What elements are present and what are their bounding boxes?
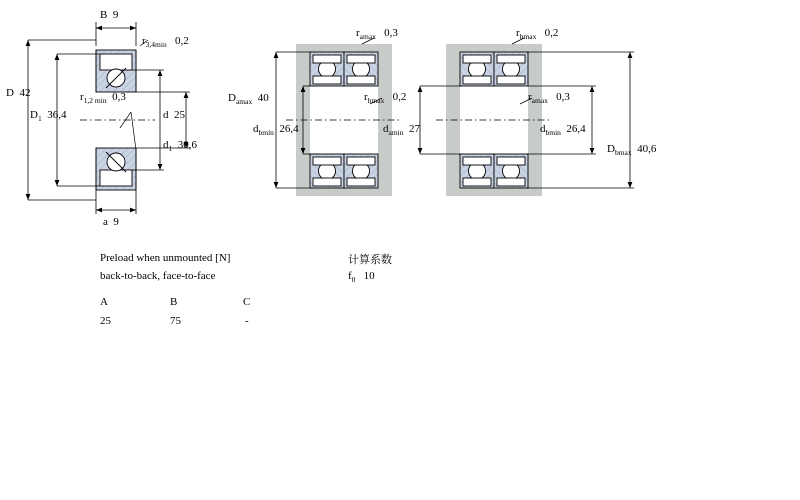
label-dbmin-right: $d_{bmin}$ 26,4 (540, 123, 586, 138)
table-header-C: C (243, 296, 251, 308)
preload-title: Preload when unmounted [N] (100, 252, 231, 264)
table-value-C: - (245, 315, 249, 327)
preload-subtitle: back-to-back, face-to-face (100, 270, 216, 282)
label-d: d 25 (163, 109, 185, 121)
label-Dbmax: $D_{bmax}$ 40,6 (607, 143, 657, 158)
label-ramax-middle: $r_{amax}$ 0,3 (356, 27, 398, 42)
label-D1: $D_1$ 36,4 (30, 109, 67, 124)
table-value-B: 75 (170, 315, 181, 327)
table-value-A: 25 (100, 315, 111, 327)
label-B: B 9 (100, 9, 119, 21)
label-dbmin-middle: $d_{bmin}$ 26,4 (253, 123, 299, 138)
left-bearing-section (80, 50, 155, 190)
table-header-B: B (170, 296, 178, 308)
label-a: a 9 (103, 216, 119, 228)
label-Damax: $D_{amax}$ 40 (228, 92, 269, 107)
label-damin: $d_{amin}$ 27 (383, 123, 420, 138)
label-rbmax-right: $r_{bmax}$ 0,2 (516, 27, 559, 42)
f0-factor: $f_0$ 10 (348, 270, 375, 285)
label-d1: $d_1$ 30,6 (163, 139, 197, 154)
right-arrangement (436, 44, 552, 196)
label-r12min: $r_{1,2 min}$ 0,3 (80, 91, 126, 106)
label-r34min: $r_{3,4min}$ 0,2 (142, 35, 189, 50)
label-rbmax-middle: $r_{bmax}$ 0,2 (364, 91, 407, 106)
label-D: D 42 (6, 87, 31, 99)
calc-factor-title: 计算系数 (348, 253, 392, 266)
table-header-A: A (100, 296, 108, 308)
label-ramax-right: $r_{amax}$ 0,3 (528, 91, 570, 106)
